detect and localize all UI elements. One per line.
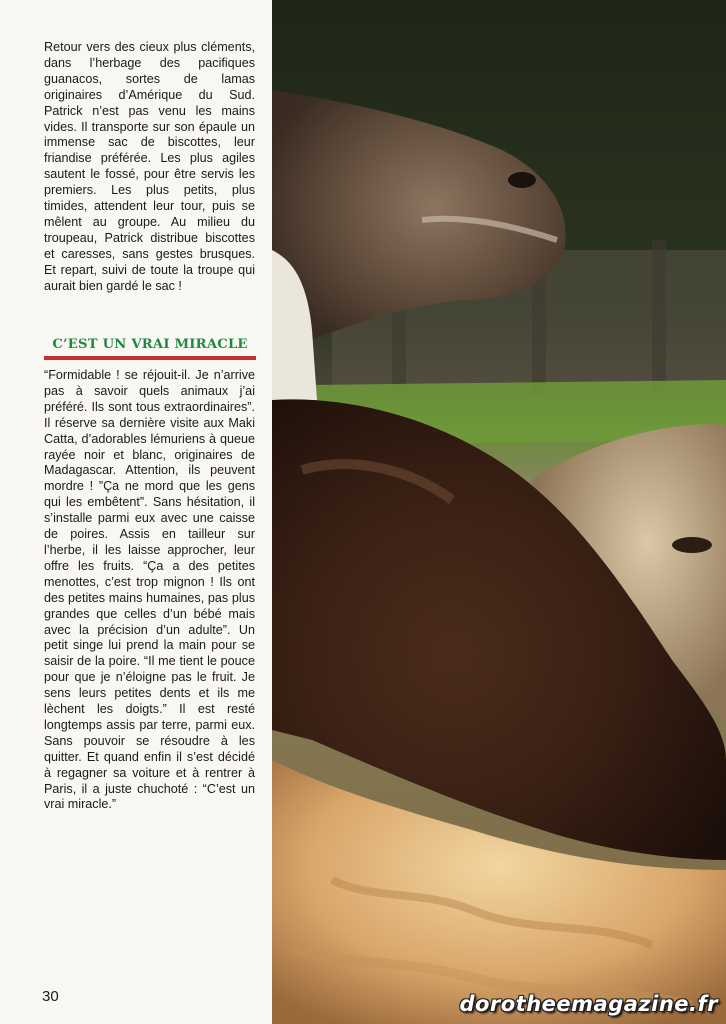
guanaco-photo bbox=[272, 0, 726, 1024]
article-paragraph-1: Retour vers des cieux plus cléments, dans l’herbage des pacifiques guanacos, sortes de lamas originaires d’Amérique du Sud. Patrick n’est pas venu les mains vides. Il transporte sur son épaule un immense sac de biscottes, leur friandise préférée. Les plus agiles sautent le fossé, pour être servis les premiers. Les plus petits, plus timides, attendent leur tour, puis se mêlent au groupe. Au milieu du troupeau, Patrick distribue biscottes et caresses, sans gestes brusques. Et repart, suivi de toute la troupe qui aurait bien gardé le sac ! bbox=[44, 40, 255, 293]
section-heading: C’EST UN VRAI MIRACLE bbox=[52, 337, 248, 352]
heading-underline bbox=[44, 356, 256, 360]
page-number: 30 bbox=[42, 988, 59, 1005]
text-column bbox=[0, 0, 272, 1024]
guanaco-photo-illustration bbox=[272, 0, 726, 1024]
site-watermark: dorotheemagazine.fr bbox=[459, 992, 718, 1016]
article-paragraph-2: “Formidable ! se réjouit-il. Je n’arrive pas à savoir quels animaux j’ai préféré. Ils sont tous extraordinaires”. Il réserve sa dernière visite aux Maki Catta, d’adorables lémuriens à queue rayée noir et blanc, originaires de Madagascar. Attention, ils peuvent mordre ! ”Ça ne mord que les gens qui les embêtent”. Sans hésitation, il s’installe parmi eux avec une caisse de poires. Assis en tailleur sur l’herbe, il les laisse approcher, leur offre les fruits. “Ça a des petites menottes, c’est trop mignon ! Ils ont des petites mains humaines, pas plus grandes que celles d’un bébé mais avec la précision d’un adulte”. Un petit singe lui prend la main pour se saisir de la poire. “Il me tient le pouce pour que je n’éloigne pas le fruit. Je sens leurs petites dents et ils me lèchent les doigts.” Il est resté longtemps assis par terre, parmi eux. Sans pouvoir se résoudre à les quitter. Et quand enfin il s’est décidé à regagner sa voiture et à rentrer à Paris, il a juste chuchoté : “C’est un vrai miracle.” bbox=[44, 368, 255, 812]
